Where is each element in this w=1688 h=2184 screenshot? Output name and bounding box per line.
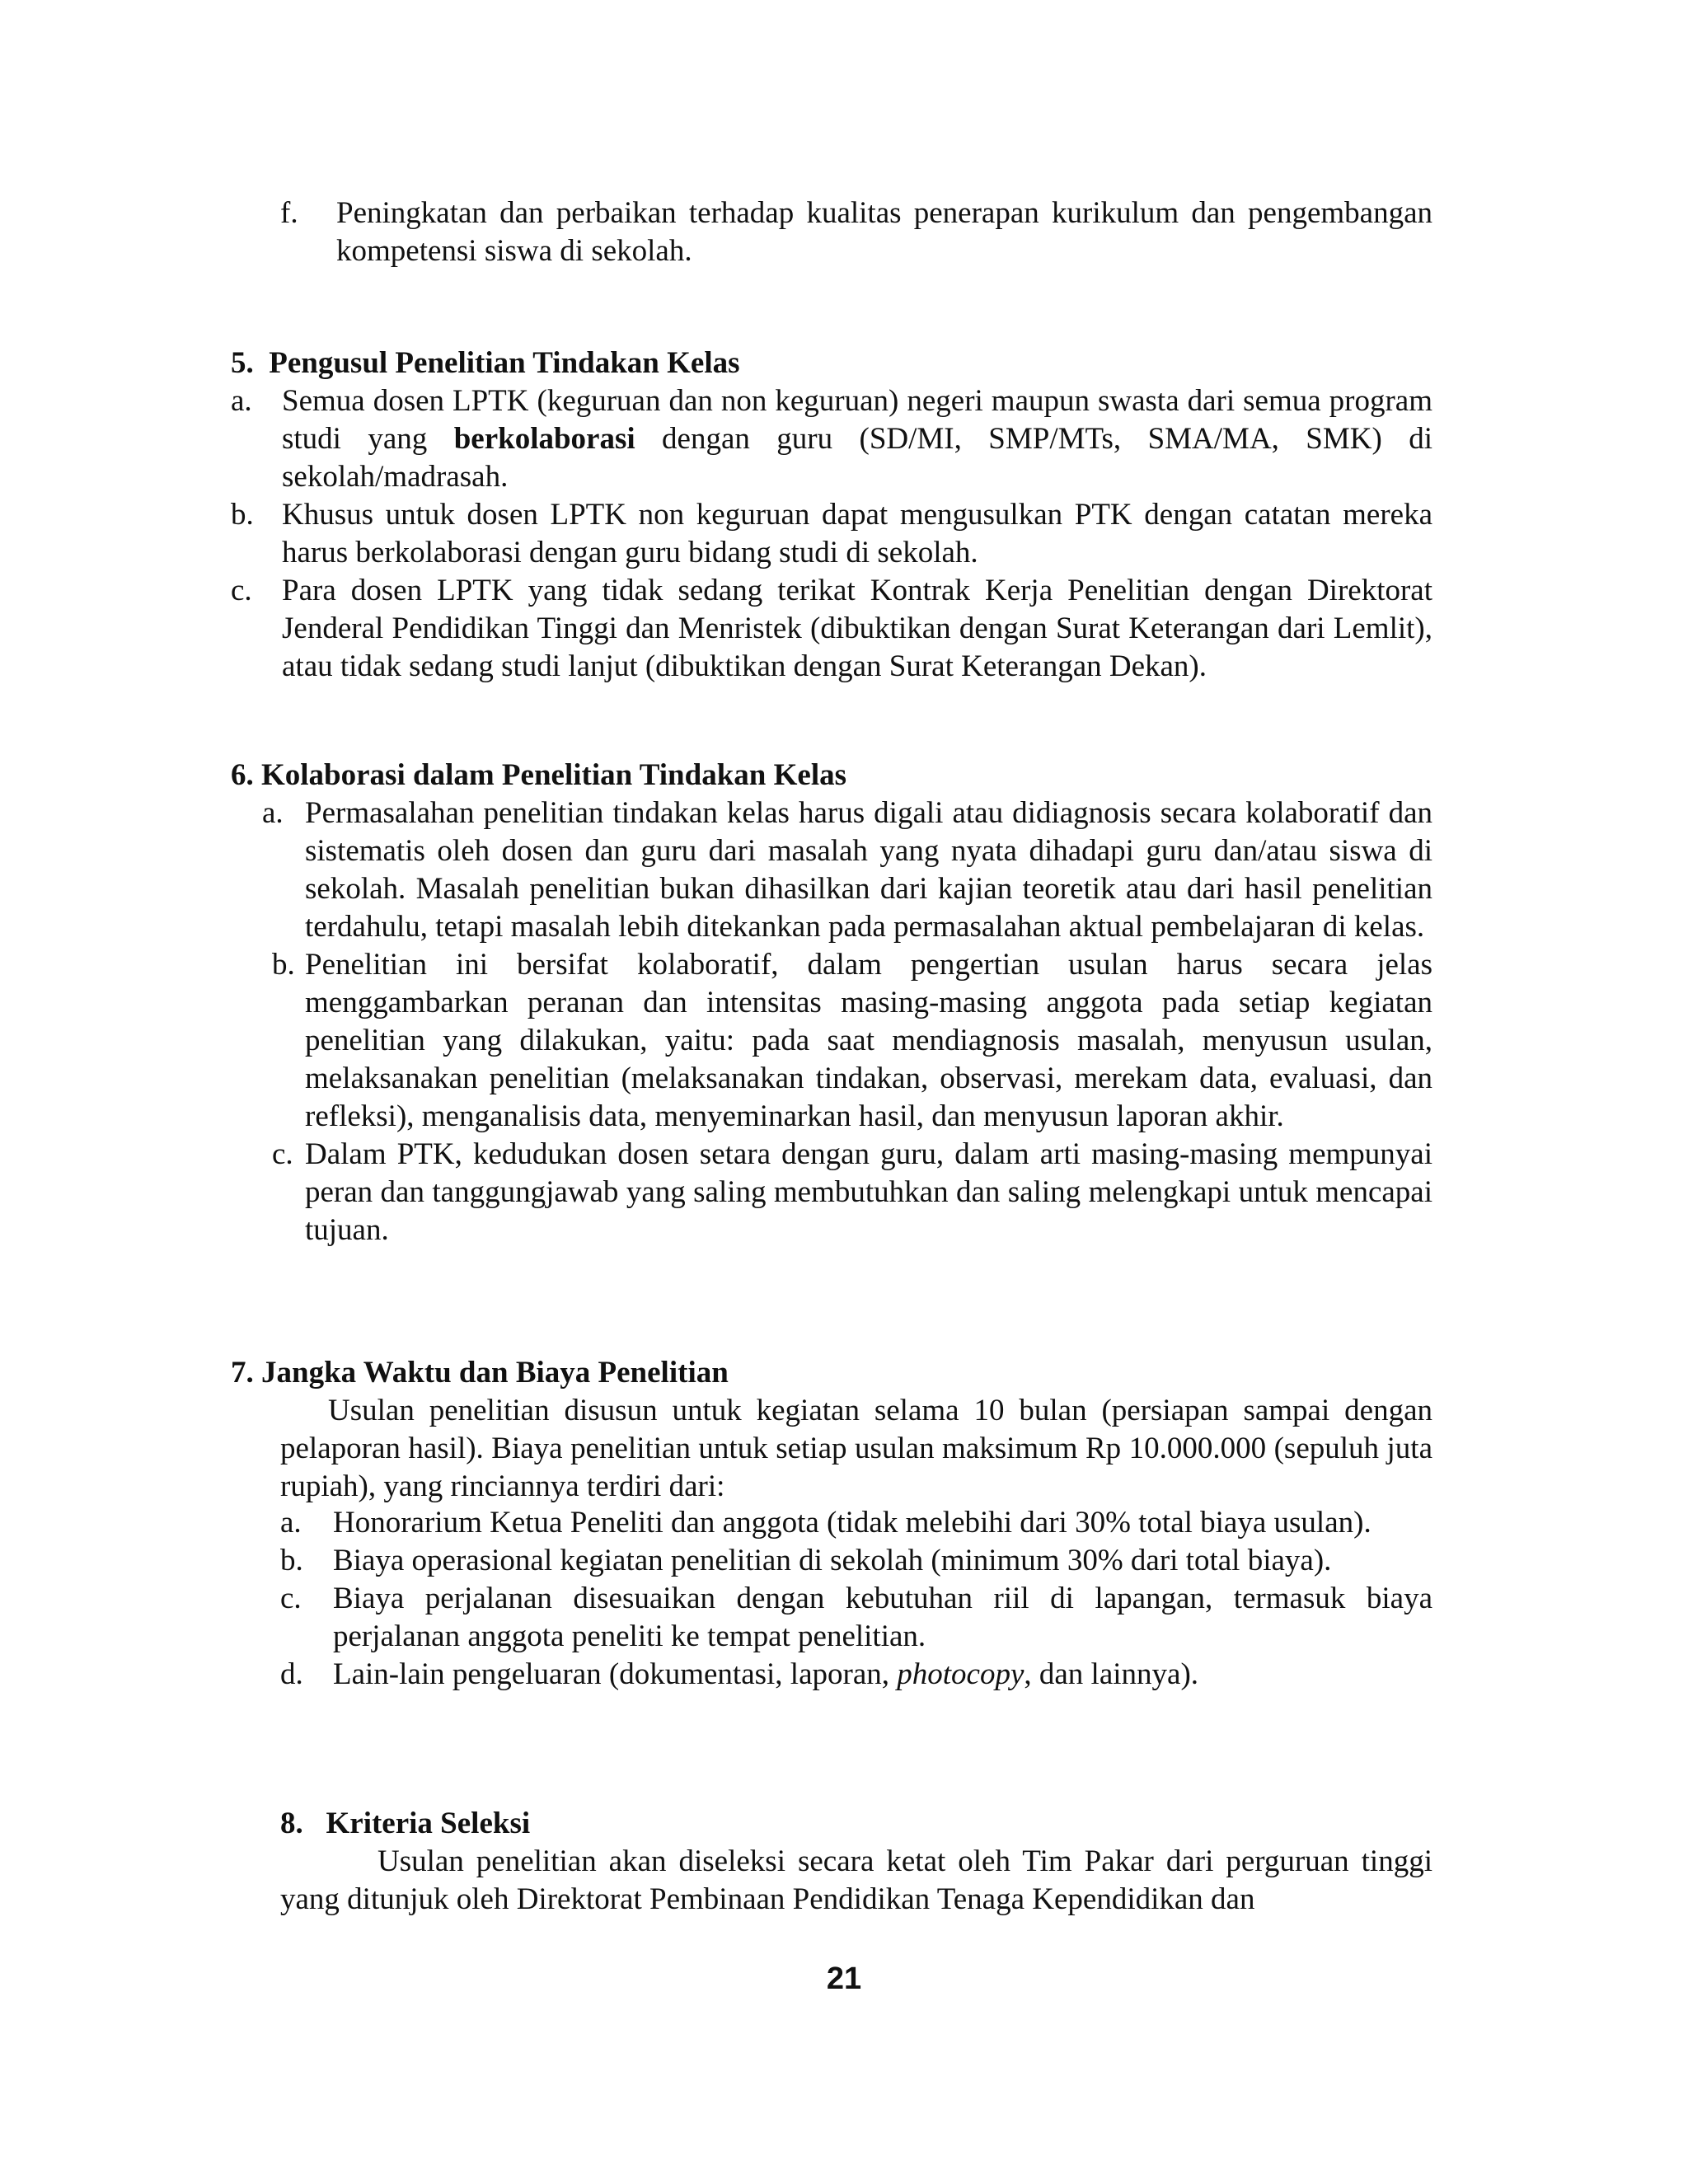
list-item-text: Para dosen LPTK yang tidak sedang terikat Kontrak Kerja Penelitian dengan Direktorat Jenderal Pendidikan Tinggi dan Menristek (dibuktikan dengan Surat Keterangan dari Lemlit), atau tidak sedang studi lanjut (dibuktikan dengan Surat Keterangan Dekan).: [282, 574, 1432, 683]
list-item-text: Peningkatan dan perbaikan terhadap kualitas penerapan kurikulum dan pengembangan kompetensi siswa di sekolah.: [336, 196, 1432, 268]
list-marker: a.: [231, 384, 252, 418]
list-item: [262, 946, 1432, 1136]
list-item-text: Biaya perjalanan disesuaikan dengan kebutuhan riil di lapangan, termasuk biaya perjalanan anggota peneliti ke tempat penelitian.: [333, 1582, 1432, 1653]
page-number: 21: [826, 1961, 862, 1996]
list-marker: b.: [231, 498, 254, 532]
list-item-text: Biaya operasional kegiatan penelitian di sekolah (minimum 30% dari total biaya).: [333, 1544, 1332, 1577]
list-item: [280, 1656, 1432, 1694]
list-item: [280, 1580, 1432, 1656]
list-item-f: [280, 194, 1432, 270]
section-8-heading: 8. Kriteria Seleksi: [280, 1807, 531, 1840]
list-marker: d.: [280, 1657, 303, 1691]
list-item-text: Semua dosen LPTK (keguruan dan non keguruan) negeri maupun swasta dari semua program studi yang berkolaborasi dengan guru (SD/MI, SMP/MTs, SMA/MA, SMK) di sekolah/madrasah.: [282, 384, 1433, 494]
list-item: [231, 572, 1432, 686]
list-marker: c.: [272, 1137, 293, 1171]
list-item-text: Permasalahan penelitian tindakan kelas harus digali atau didiagnosis secara kolaboratif dan sistematis oleh dosen dan guru dari masalah yang nyata dihadapi guru dan/atau siswa di sekolah. Masalah penelitian bukan dihasilkan dari kajian teoretik atau dari hasil penelitian terdahulu, tetapi masalah lebih ditekankan pada permasalahan aktual pembelajaran di kelas.: [305, 796, 1432, 944]
list-item: [231, 496, 1432, 572]
list-item-text: Penelitian ini bersifat kolaboratif, dalam pengertian usulan harus secara jelas menggambarkan peranan dan intensitas masing-masing anggota pada setiap kegiatan penelitian yang dilakukan, yaitu: pada saat mendiagnosis masalah, menyusun usulan, melaksanakan penelitian (melaksanakan tindakan, observasi, merekam data, evaluasi, dan refleksi), menganalisis data, menyeminarkan hasil, dan menyusun laporan akhir.: [305, 948, 1432, 1133]
section-7-list: [280, 1504, 1432, 1694]
section-6-list: [262, 794, 1432, 1249]
section-5-list: [231, 382, 1432, 686]
section-8-text: Usulan penelitian akan diseleksi secara ketat oleh Tim Pakar dari perguruan tinggi yang ditunjuk oleh Direktorat Pembinaan Pendidikan Tenaga Kependidikan dan: [280, 1844, 1432, 1916]
list-marker: a.: [262, 796, 284, 830]
list-marker: c.: [280, 1582, 302, 1615]
list-item: [280, 1542, 1432, 1580]
list-item-text: Honorarium Ketua Peneliti dan anggota (tidak melebihi dari 30% total biaya usulan).: [333, 1506, 1372, 1540]
list-item: [231, 382, 1432, 496]
list-marker: b.: [280, 1544, 303, 1577]
list-marker: b.: [272, 948, 295, 982]
section-6-heading: 6. Kolaborasi dalam Penelitian Tindakan Kelas: [231, 758, 846, 792]
list-item-text: Khusus untuk dosen LPTK non keguruan dapat mengusulkan PTK dengan catatan mereka harus berkolaborasi dengan guru bidang studi di sekolah.: [282, 498, 1432, 569]
emphasis-text: berkolaborasi: [453, 422, 635, 456]
section-5-heading: 5. Pengusul Penelitian Tindakan Kelas: [231, 346, 740, 380]
list-item: [280, 1504, 1432, 1542]
list-marker: f.: [280, 196, 298, 230]
list-item: [262, 794, 1432, 946]
list-item-text: Dalam PTK, kedudukan dosen setara dengan guru, dalam arti masing-masing mempunyai peran dan tanggungjawab yang saling membutuhkan dan saling melengkapi untuk mencapai tujuan.: [305, 1137, 1432, 1247]
section-7-intro: Usulan penelitian disusun untuk kegiatan selama 10 bulan (persiapan sampai dengan pelaporan hasil). Biaya penelitian untuk setiap usulan maksimum Rp 10.000.000 (sepuluh juta rupiah), yang rinciannya terdiri dari:: [280, 1394, 1432, 1503]
list-marker: c.: [231, 574, 252, 607]
section-7-heading: 7. Jangka Waktu dan Biaya Penelitian: [231, 1356, 729, 1390]
list-item: [262, 1136, 1432, 1249]
italic-term: photocopy: [897, 1657, 1025, 1691]
list-item-text: Lain-lain pengeluaran (dokumentasi, laporan, photocopy, dan lainnya).: [333, 1657, 1199, 1691]
list-marker: a.: [280, 1506, 302, 1540]
